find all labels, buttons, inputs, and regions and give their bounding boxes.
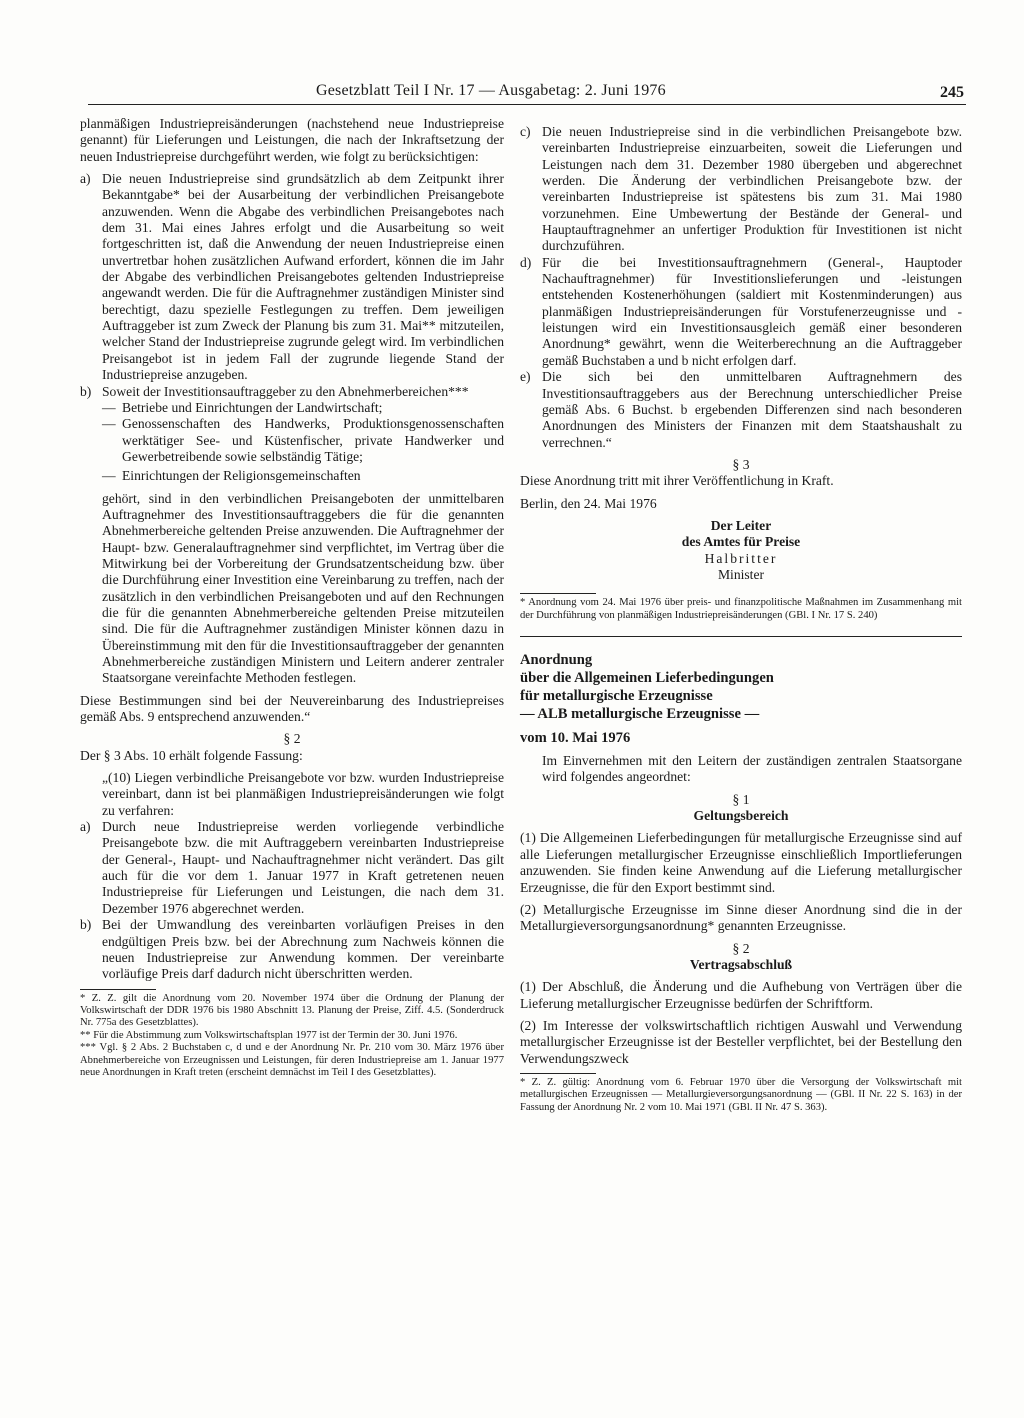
list-item-b xyxy=(80,917,504,982)
page-number: 245 xyxy=(940,84,964,101)
footnote: * Z. Z. gilt die Anordnung vom 20. November 1974 über die Ordnung der Planung der Volkswirtschaft der DDR 1976 bis 1980 Abschnitt 13. Planung der Preise, Ziff. 4.5. (Sonderdruck Nr. 775a des Gesetzblattes). xyxy=(80,992,504,1029)
dash-marker: — xyxy=(102,416,116,432)
paragraph: (1) Der Abschluß, die Änderung und die Aufhebung von Verträgen über die Lieferung metallurgischer Erzeugnisse bedürfen der Schriftform. xyxy=(520,979,962,1011)
footnote-divider xyxy=(80,989,156,990)
list-item-b xyxy=(80,384,504,400)
header-title: Gesetzblatt Teil I Nr. 17 — Ausgabetag: 2. Juni 1976 xyxy=(316,82,666,99)
list-item-c xyxy=(520,124,962,255)
quoted-paragraph: „(10) Liegen verbindliche Preisangebote vor bzw. wurden Industriepreise vereinbart, dann ist bei planmäßigen Industriepreisänderungen wie folgt zu verfahren: xyxy=(102,770,504,818)
paragraph: (2) Metallurgische Erzeugnisse im Sinne dieser Anordnung sind die in der Metallurgieversorgungsanordnung* genannten Erzeugnisse. xyxy=(520,901,962,934)
section-subheading: Geltungsbereich xyxy=(693,808,789,824)
section-heading: § 3 xyxy=(732,456,750,472)
document-title: Anordnung xyxy=(520,652,593,669)
list-item-a xyxy=(80,171,504,383)
item-text: Bei der Umwandlung des vereinbarten vorläufigen Preises in den endgültigen Preis bzw. bei der Abrechnung zum Nachweis können die neuen Industriepreise zur Anwendung kommen. Der vereinbarte vorläufige Preis darf dadurch nicht überschritten werden. xyxy=(102,917,504,982)
item-marker: b) xyxy=(80,383,92,399)
intro-paragraph: planmäßigen Industriepreisänderungen (nachstehend neue Industriepreise genannt) für Lieferungen und Leistungen, die nach der Inkraftsetzung der neuen Industriepreise durchgeführt werden, wie folgt zu berücksichtigen: xyxy=(80,116,504,164)
footnote: *** Vgl. § 2 Abs. 2 Buchstaben c, d und e der Anordnung Nr. Pr. 210 vom 30. März 1976 über Abnehmerbereiche von Erzeugnissen und Leistungen, für deren Industriepreise am 1. Januar 1977 neue Anordnungen in Kraft treten (erscheint demnächst im Teil I des Gesetzblattes). xyxy=(80,1042,504,1078)
dash-item xyxy=(80,468,504,484)
item-text: Die neuen Industriepreise sind grundsätzlich ab dem Zeitpunkt ihrer Bekanntgabe* bei der Ausarbeitung der verbindlichen Preisangebote anzuwenden. Wenn die Abgabe des verbindlichen Preisangebotes nach dem 31. Mai eines Jahres erfolgt und die Ausarbeitung so weit fortgeschritten ist, daß die Anwendung der neuen Industriepreise einen unvertretbar hohen zusätzlichen Aufwand erfordert, können die im Jahr der Abgabe des verbindlichen Preisangebotes geltenden Industriepreise angewandt werden. Die für die Auftragnehmer zuständigen Minister sind berechtigt, dazu spezielle Festlegungen zu treffen. Dem jeweiligen Auftraggeber ist zum Zweck der Planung bis zum 31. Mai** mitzuteilen, welcher Stand der Industriepreise zugrunde gelegt wird. Im verbindlichen Preisangebot ist in jedem Fall der zugrunde liegende Stand der Industriepreise anzugeben. xyxy=(102,171,504,383)
item-text: Für die bei Investitionsauftragnehmern (General-, Hauptoder Nachauftragnehmer) für Investitionslieferungen und -leistungen entstehenden Kostenerhöhungen (saldiert mit Kostenminderungen) aus planmäßigen Industriepreisänderungen für Vorstufenerzeugnisse und -leistungen wird ein Investitionsausgleich gemäß einer besonderen Anordnung* gewährt, wenn die Weiterberechnung an die Auftraggeber gemäß Buchstaben a und b nicht erfolgen darf. xyxy=(542,254,962,368)
item-text: Durch neue Industriepreise werden vorliegende verbindliche Preisangebote bzw. die mit Auftraggebern vereinbarten Industriepreise der General-, Haupt- und Nachauftragnehmer nicht verändert. Das gilt auch für die vor dem 1. Januar 1977 in Kraft getretenen neuen Industriepreise für Lieferungen und Leistungen, die nach dem 31. Dezember 1976 abgerechnet werden. xyxy=(102,819,504,916)
item-marker: c) xyxy=(520,124,531,139)
dash-item xyxy=(80,400,504,416)
paragraph: (2) Im Interesse der volkswirtschaftlich richtigen Auswahl und Verwendung metallurgischer Erzeugnisse ist der Besteller verpflichtet, bei der Bestellung den Verwendungszweck xyxy=(520,1017,962,1066)
footnote: ** Für die Abstimmung zum Volkswirtschaftsplan 1977 ist der Termin der 30. Juni 1976. xyxy=(80,1029,458,1041)
item-b-continuation: gehört, sind in den verbindlichen Preisangeboten der unmittelbaren Auftragnehmer des Investitionsauftraggebers die für die genannten Abnehmerbereiche geltenden Preise anzuwenden. Die Auftragnehmer der Haupt- bzw. Generalauftragnehmer sind verpflichtet, im Vertrag über die Mitwirkung bei der Vorbereitung der Grundsatzentscheidung bzw. über die Durchführung einer Investition eine Vereinbarung zu treffen, nach der zusätzlich in den verbindlichen Preisangeboten und auf den Rechnungen die für die genannten Abnehmerbereiche geltenden Preise mitzuteilen sind. Die für die Auftragnehmer zuständigen Minister können dazu in Übereinstimmung mit den für die Investitionsauftraggeber der genannten Abnehmerbereiche zuständigen Ministern und Leitern anderer zentraler Staatsorgane vereinfachte Methoden festlegen. xyxy=(102,490,504,686)
document-title: — ALB metallurgische Erzeugnisse — xyxy=(520,706,760,723)
footnote: * Anordnung vom 24. Mai 1976 über preis- und finanzpolitische Maßnahmen im Zusammenhang mit der Durchführung von planmäßigen Industriepreisänderungen (GBl. I Nr. 17 S. 240) xyxy=(520,597,962,621)
document-title: für metallurgische Erzeugnisse xyxy=(520,688,713,705)
item-marker: e) xyxy=(520,369,531,385)
section-heading: § 2 xyxy=(732,940,750,956)
document-title: über die Allgemeinen Lieferbedingungen xyxy=(520,670,774,687)
list-item-d xyxy=(520,255,962,369)
section-subheading: Vertragsabschluß xyxy=(689,956,793,972)
item-marker: a) xyxy=(80,171,91,187)
signature-role: des Amtes für Preise xyxy=(681,534,801,550)
item-marker: d) xyxy=(520,254,532,270)
item-marker: a) xyxy=(80,819,91,835)
dash-text: Betriebe und Einrichtungen der Landwirtschaft; xyxy=(122,399,383,415)
list-item-a xyxy=(80,819,504,917)
place-date: Berlin, den 24. Mai 1976 xyxy=(520,495,657,511)
signature-title: Minister xyxy=(717,566,765,582)
item-text: Die neuen Industriepreise sind in die verbindlichen Preisangebote bzw. vereinbarten Industriepreise einzuarbeiten, soweit die Lieferungen und Leistungen nach dem 31. Dezember 1980 übergeben und abgerechnet werden. Die Änderung der verbindlichen Preisangebote bzw. der vereinbarten Industriepreise ist spätestens bis zum 31. Mai 1980 vorzunehmen. Eine Umbewertung der Bestände der General- und Hauptauftragnehmer an unfertiger Produktion für Investitionen ist nicht durchzuführen. xyxy=(542,124,962,254)
footnote-divider xyxy=(520,1073,596,1074)
section-intro: Der § 3 Abs. 10 erhält folgende Fassung: xyxy=(80,747,303,763)
document-date: vom 10. Mai 1976 xyxy=(520,730,631,747)
signature-role: Der Leiter xyxy=(710,517,772,533)
paragraph: (1) Die Allgemeinen Lieferbedingungen für metallurgische Erzeugnisse sind auf alle Lieferungen metallurgischer Erzeugnisse einschließlich Importlieferungen anzuwenden. Sie finden keine Anwendung auf die Lieferung metallurgischer Erzeugnisse, die für den Export bestimmt sind. xyxy=(520,830,962,895)
right-column xyxy=(520,124,962,1114)
left-column xyxy=(80,116,504,1079)
dash-text: Genossenschaften des Handwerks, Produktionsgenossenschaften werktätiger See- und Küstenfischer, private Handwerker und Gewerbetreibende sowie selbständig Tätige; xyxy=(122,416,504,464)
signature-name: Halbritter xyxy=(704,550,778,566)
list-item-e xyxy=(520,369,962,451)
section-divider xyxy=(520,636,962,637)
item-text: Die sich bei den unmittelbaren Auftragnehmern des Investitionsauftraggebers aus der Berechnung unterschiedlicher Preise gemäß Abs. 6 Buchst. b ergebenden Differenzen sind nach besonderen Anordnungen des Ministers der Finanzen mit dem Staatshaushalt zu verrechnen.“ xyxy=(542,369,962,450)
footnote: * Z. Z. gültig: Anordnung vom 6. Februar 1970 über die Versorgung der Volkswirtschaft mit metallurgischen Erzeugnissen — Metallurgieversorgungsanordnung — (GBl. II Nr. 22 S. 163) in der Fassung der Anordnung Nr. 2 vom 10. Mai 1971 (GBl. II Nr. 47 S. 363). xyxy=(520,1076,962,1113)
section-heading: § 1 xyxy=(732,791,750,807)
dash-marker: — xyxy=(102,468,116,484)
dash-item xyxy=(80,416,504,465)
preamble: Im Einvernehmen mit den Leitern der zuständigen zentralen Staatsorgane wird folgendes angeordnet: xyxy=(542,753,962,785)
section-text: Diese Anordnung tritt mit ihrer Veröffentlichung in Kraft. xyxy=(520,473,834,489)
closing-paragraph: Diese Bestimmungen sind bei der Neuvereinbarung des Industriepreises gemäß Abs. 9 entsprechend anzuwenden.“ xyxy=(80,692,504,725)
dash-marker: — xyxy=(102,399,116,415)
footnote-divider xyxy=(520,593,596,594)
item-text: Soweit der Investitionsauftraggeber zu den Abnehmerbereichen*** xyxy=(102,383,469,399)
item-marker: b) xyxy=(80,917,92,933)
page-header xyxy=(88,82,966,105)
section-heading: § 2 xyxy=(283,731,301,747)
dash-text: Einrichtungen der Religionsgemeinschaften xyxy=(122,468,361,484)
